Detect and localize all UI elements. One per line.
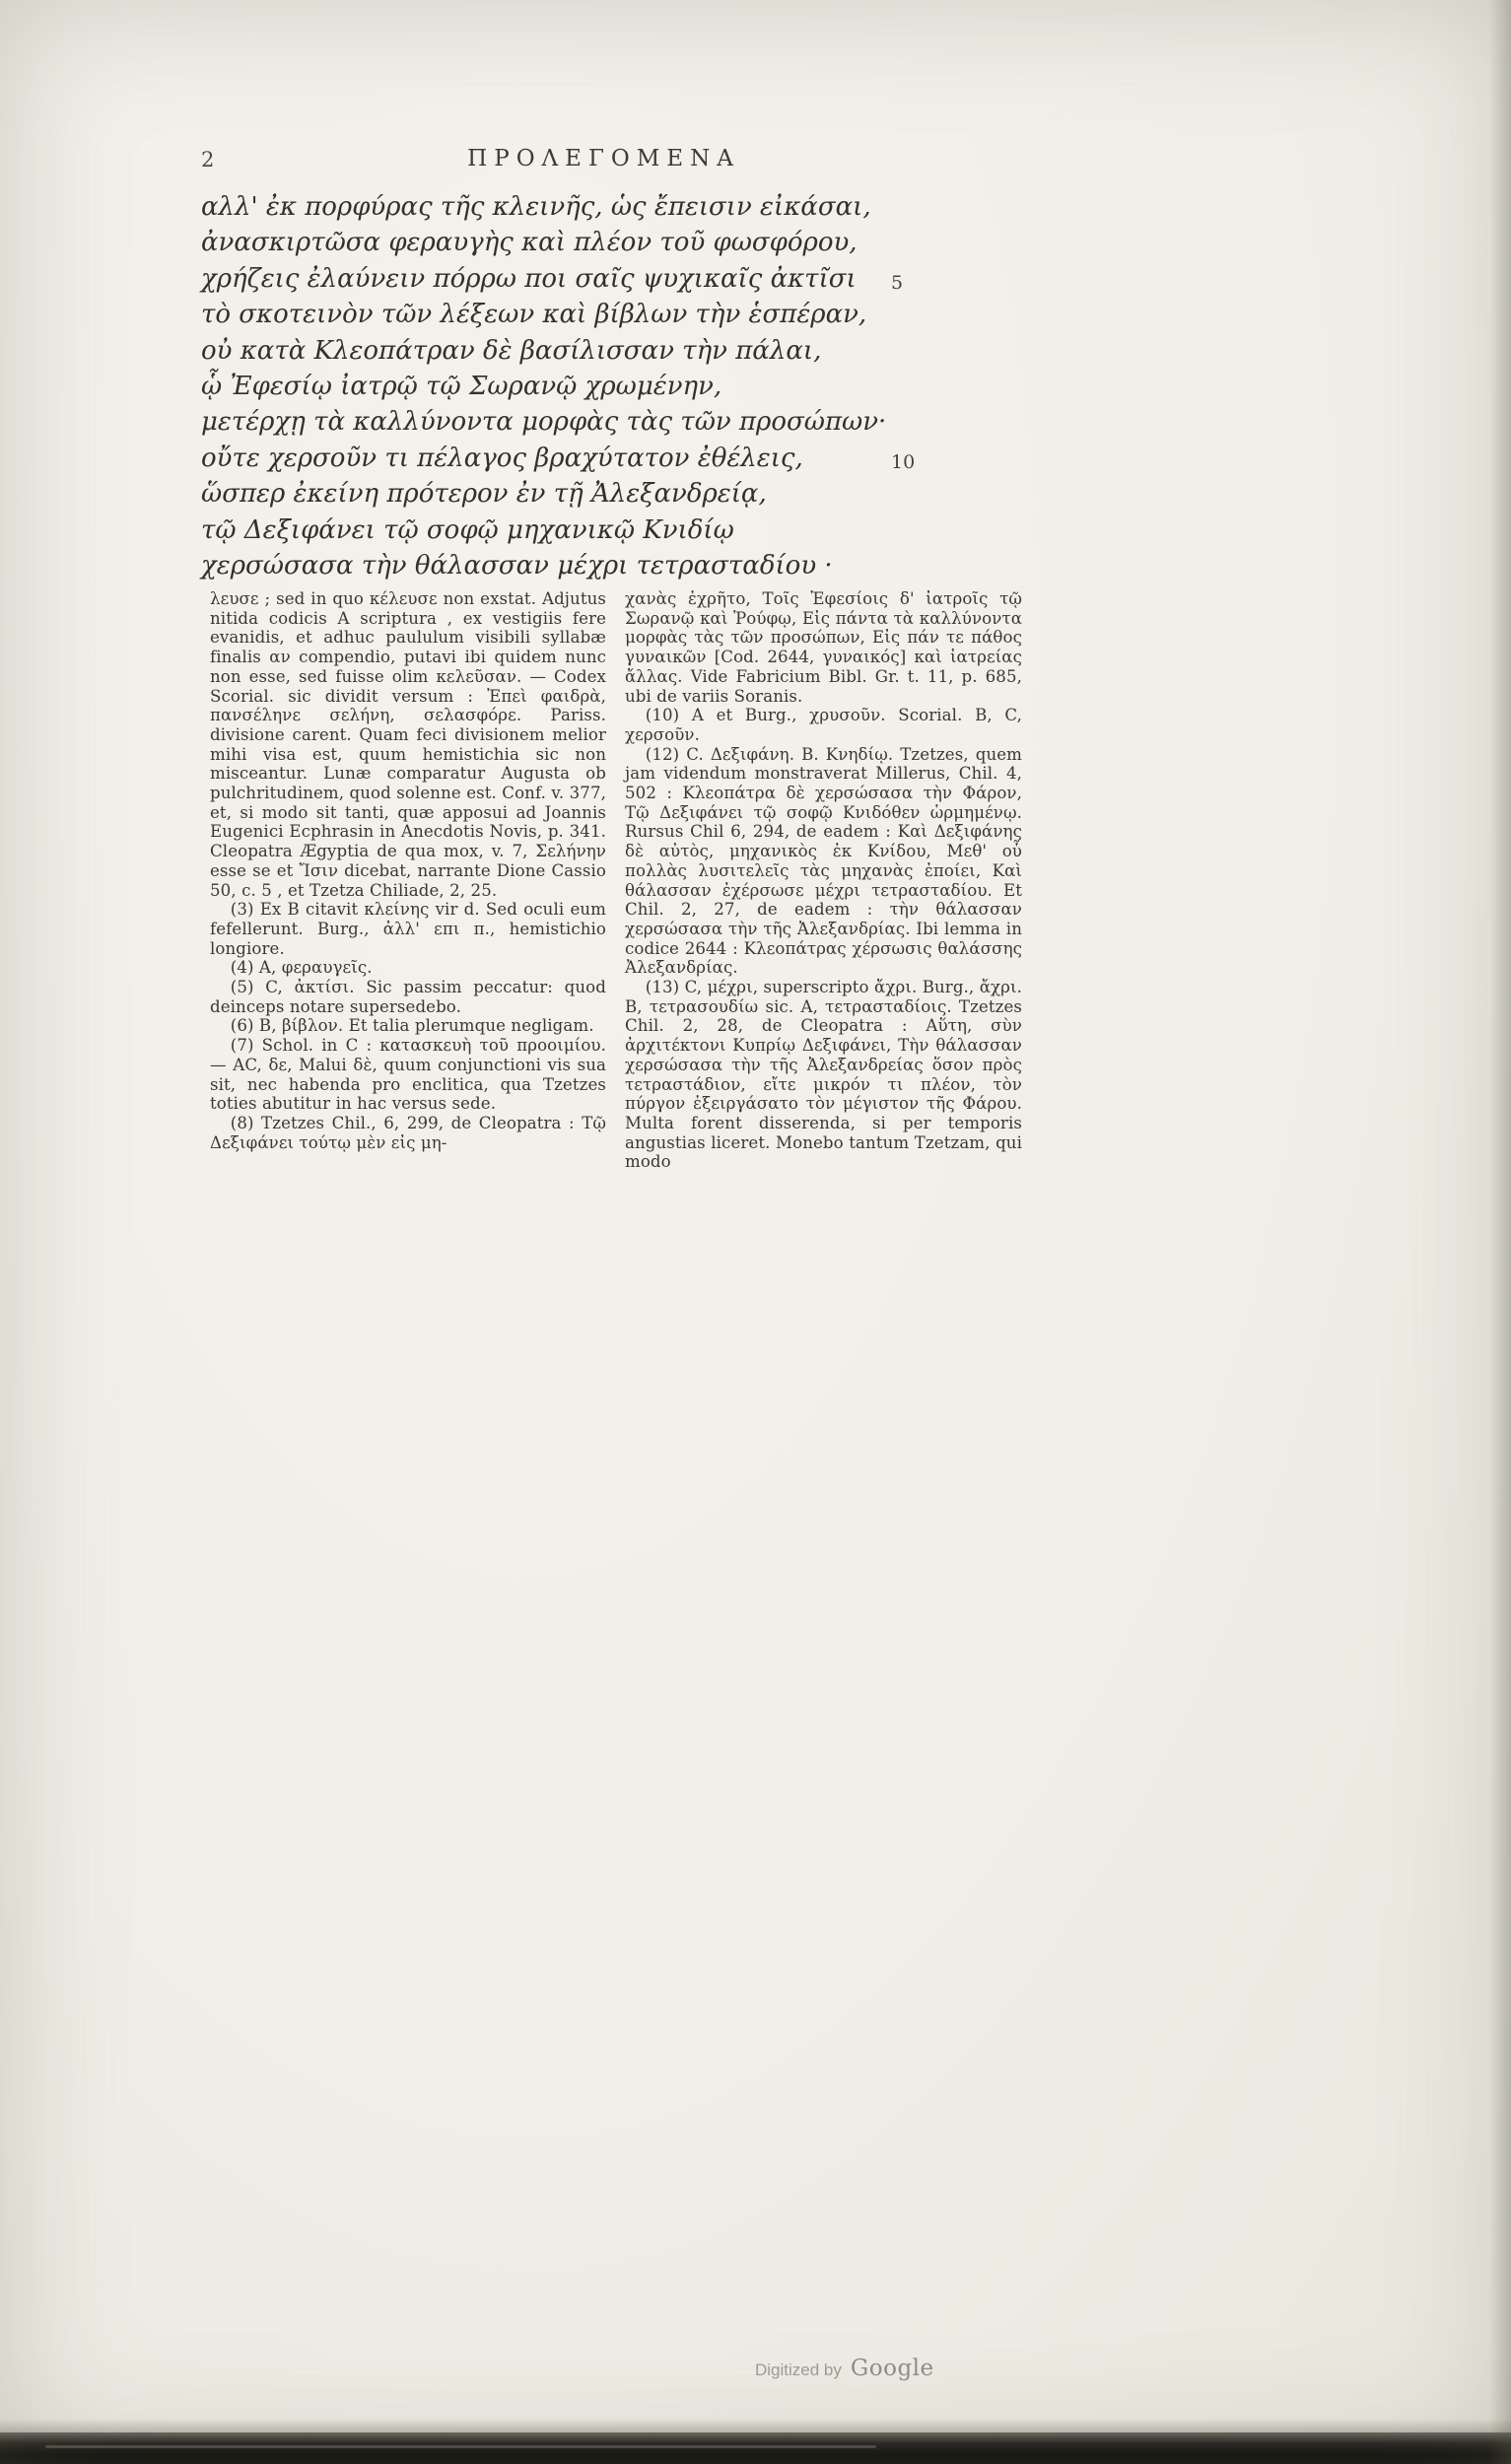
verse-line-text: τὸ σκοτεινὸν τῶν λέξεων καὶ βίβλων τὴν ἑσπέραν,: [201, 300, 867, 330]
verse-line: [201, 548, 990, 583]
footnote-paragraph: λευσε ; sed in quo κέλευσε non exstat. Adjutus nitida codicis A scriptura , ex vestigiis fere evanidis, et adhuc paululum visibili syllabæ finalis αν compendio, putavi ibi quidem nunc non esse, sed fuisse olim κελεῦσαν. — Codex Scorial. sic dividit versum : Ἐπεὶ φαιδρὰ, πανσέληνε σελήνη, σελασφόρε. Pariss. divisione carent. Quam feci divisionem melior mihi visa est, quum hemistichia sic non misceantur. Lunæ comparatur Augusta ob pulchritudinem, quod solenne est. Conf. v. 377, et, si modo sit tanti, quæ apposui ad Joannis Eugenici Ecphrasin in Anecdotis Novis, p. 341. Cleopatra Ægyptia de qua mox, v. 7, Σελήνην esse se et Ἴσιν dicebat, narrante Dione Cassio 50, c. 5 , et Tzetza Chiliade, 2, 25.: [210, 589, 606, 900]
page-number: 2: [201, 148, 215, 171]
footnote-paragraph: (3) Ex B citavit κλείνης vir d. Sed oculi eum fefellerunt. Burg., ἀλλ' επι π., hemistichio longiore.: [210, 900, 606, 958]
verse-line: [201, 297, 990, 332]
verse-line-text: αλλ' ἐκ πορφύρας τῆς κλεινῆς, ὡς ἔπεισιν εἰκάσαι,: [201, 192, 871, 222]
verse-line-text: οὐ κατὰ Κλεοπάτραν δὲ βασίλισσαν τὴν πάλαι,: [201, 335, 822, 366]
verse-line-text: ὥσπερ ἐκείνη πρότερον ἐν τῇ Ἀλεξανδρείᾳ,: [201, 479, 767, 510]
footnote-paragraph: (8) Tzetzes Chil., 6, 299, de Cleopatra : Τῷ Δεξιφάνει τούτῳ μὲν εἰς μη-: [210, 1113, 606, 1152]
verse-line: [201, 404, 990, 440]
verse-line: [201, 261, 990, 297]
verse-line-text: χρήζεις ἐλαύνειν πόρρω ποι σαῖς ψυχικαῖς ἀκτῖσι: [201, 263, 857, 294]
verse-line-text: οὔτε χερσοῦν τι πέλαγος βραχύτατον ἐθέλεις,: [201, 443, 803, 473]
footnote-paragraph: χανὰς ἐχρῆτο, Τοῖς Ἐφεσίοις δ' ἰατροῖς τῷ Σωρανῷ καὶ Ῥούφῳ, Εἰς πάντα τὰ καλλύνοντα μορφὰς τὰς τῶν προσώπων, Εἰς πάν τε πάθος γυναικῶν [Cod. 2644, γυναικός] καὶ ἰατρείας ἄλλας. Vide Fabricium Bibl. Gr. t. 11, p. 685, ubi de variis Soranis.: [625, 589, 1022, 706]
footnote-paragraph: (6) B, βίβλον. Et talia plerumque negligam.: [230, 1016, 594, 1036]
digitized-by-google-watermark: [755, 2356, 934, 2381]
footnote-paragraph: (10) A et Burg., χρυσοῦν. Scorial. B, C, χερσοῦν.: [625, 706, 1022, 744]
footnote-column-left: [210, 589, 606, 1152]
verse-line: [201, 189, 990, 225]
verse-line: [201, 333, 990, 369]
footnote-paragraph: (4) A, φεραυγεῖς.: [230, 958, 373, 978]
verse-line-text: χερσώσασα τὴν θάλασσαν μέχρι τετρασταδίου ·: [201, 551, 833, 582]
verse-line-text: ᾧ Ἐφεσίῳ ἰατρῷ τῷ Σωρανῷ χρωμένην,: [201, 372, 722, 402]
google-logo-text: Google: [850, 2356, 934, 2381]
footnote-column-right: [625, 589, 1022, 1172]
verse-line-text: ἀνασκιρτῶσα φεραυγὴς καὶ πλέον τοῦ φωσφόρου,: [201, 228, 858, 258]
footnote-paragraph: (13) C, μέχρι, superscripto ἄχρι. Burg., ἄχρι. B, τετρασουδίω sic. A, τετρασταδίοις. Tzetzes Chil. 2, 28, de Cleopatra : Αὕτη, σὺν ἀρχιτέκτονι Κυπρίῳ Δεξιφάνει, Τὴν θάλασσαν χερσώσασα τὴν τῆς Ἀλεξανδρείας ὅσον πρὸς τετραστάδιον, εἴτε μικρόν τι πλέον, τὸν πύργον ἐξειργάσατο τὸν μέγιστον τῆς Φάρου. Multa forent disserenda, si per temporis angustias liceret. Monebo tantum Tzetzam, qui modo: [625, 978, 1022, 1172]
footnote-paragraph: (7) Schol. in C : κατασκευὴ τοῦ προοιμίου. — AC, δε, Malui δὲ, quum conjunctioni vis sua sit, nec habenda pro enclitica, qua Tzetzes toties abutitur in hac versus sede.: [210, 1036, 606, 1114]
page-right-edge-shadow: [1489, 0, 1511, 2464]
verse-line: [201, 225, 990, 260]
verse-line-text: τῷ Δεξιφάνει τῷ σοφῷ μηχανικῷ Κνιδίῳ: [201, 514, 734, 545]
book-edge-scan-band: [0, 2432, 1511, 2464]
verse-line: [201, 513, 990, 548]
verse-line-text: μετέρχῃ τὰ καλλύνοντα μορφὰς τὰς τῶν προσώπων·: [201, 407, 887, 438]
digitized-by-label: Digitized by: [755, 2361, 842, 2379]
page-header-title: ΠΡΟΛΕΓΟΜΕΝΑ: [467, 146, 740, 171]
verse-line: [201, 369, 990, 404]
verse-margin-line-number: 10: [891, 450, 916, 473]
verse-line: [201, 441, 990, 476]
verse-margin-line-number: 5: [891, 271, 904, 294]
footnote-paragraph: (5) C, ἀκτίσι. Sic passim peccatur: quod deinceps notare supersedebo.: [210, 978, 606, 1016]
verse-line: [201, 476, 990, 512]
footnote-paragraph: (12) C. Δεξιφάνη. B. Κνηδίῳ. Tzetzes, quem jam videndum monstraverat Millerus, Chil. 4, 502 : Κλεοπάτρα δὲ χερσώσασα τὴν Φάρον, Τῷ Δεξιφάνει τῷ σοφῷ Κνιδόθεν ὡρμημένῳ. Rursus Chil 6, 294, de eadem : Καὶ Δεξιφάνης δὲ αὐτὸς, μηχανικὸς ἐκ Κνίδου, Μεθ' οὗ πολλὰς λυσιτελεῖς τὰς μηχανὰς ἐποίει, Καὶ θάλασσαν ἐχέρσωσε μέχρι τετρασταδίου. Et Chil. 2, 27, de eadem : τὴν θάλασσαν χερσώσασα τὴν τῆς Ἀλεξανδρίας. Ibi lemma in codice 2644 : Κλεοπάτρας χέρσωσις θαλάσσης Ἀλεξανδρίας.: [625, 744, 1022, 978]
greek-verse-block: [201, 189, 990, 583]
